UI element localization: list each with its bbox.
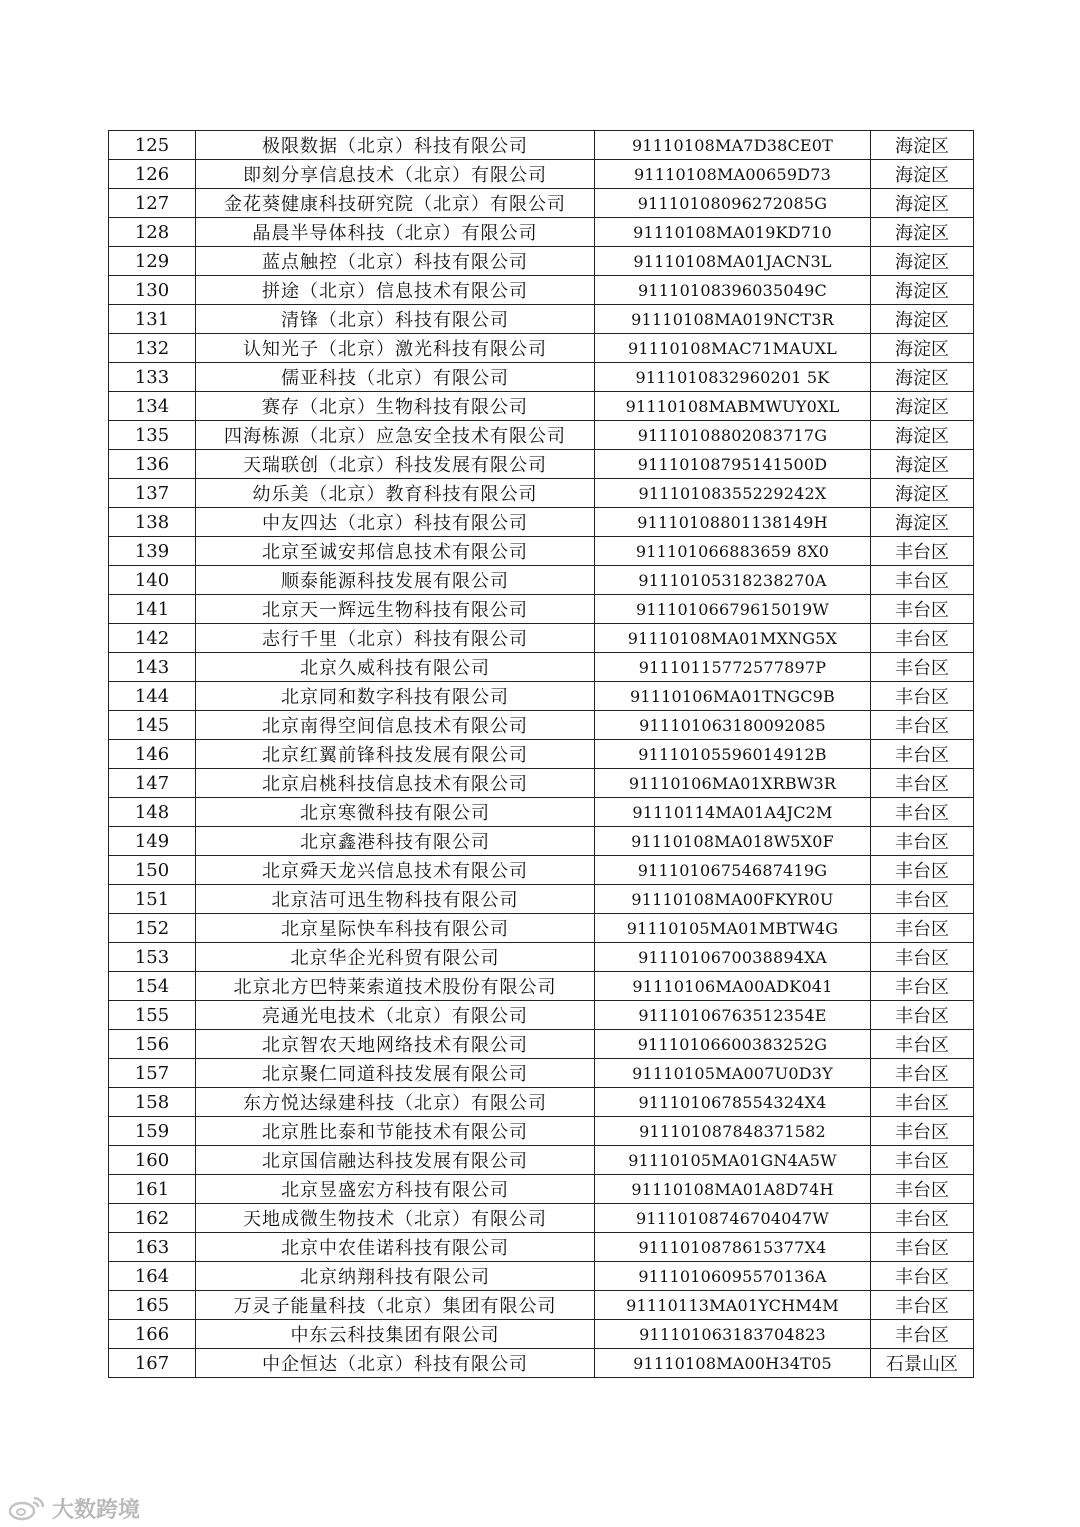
- district-cell: 丰台区: [871, 1146, 974, 1175]
- credit-code-cell: 91110108MA018W5X0F: [595, 827, 871, 856]
- district-cell: 海淀区: [871, 160, 974, 189]
- company-name-cell: 北京天一辉远生物科技有限公司: [196, 595, 595, 624]
- credit-code-cell: 91110108096272085G: [595, 189, 871, 218]
- row-number-cell: 153: [109, 943, 196, 972]
- credit-code-cell: 91110108MA00H34T05: [595, 1349, 871, 1378]
- credit-code-cell: 91110105MA007U0D3Y: [595, 1059, 871, 1088]
- table-row: [109, 305, 974, 334]
- company-name-cell: 北京鑫港科技有限公司: [196, 827, 595, 856]
- credit-code-cell: 91110114MA01A4JC2M: [595, 798, 871, 827]
- row-number-cell: 160: [109, 1146, 196, 1175]
- credit-code-cell: 911101063183704823: [595, 1320, 871, 1349]
- district-cell: 丰台区: [871, 1059, 974, 1088]
- table-row: [109, 1117, 974, 1146]
- district-cell: 丰台区: [871, 914, 974, 943]
- district-cell: 丰台区: [871, 537, 974, 566]
- credit-code-cell: 91110108801138149H: [595, 508, 871, 537]
- table-row: [109, 450, 974, 479]
- district-cell: 丰台区: [871, 798, 974, 827]
- table-row: [109, 363, 974, 392]
- row-number-cell: 146: [109, 740, 196, 769]
- company-name-cell: 北京至诚安邦信息技术有限公司: [196, 537, 595, 566]
- row-number-cell: 129: [109, 247, 196, 276]
- company-name-cell: 清锋（北京）科技有限公司: [196, 305, 595, 334]
- table-row: [109, 1030, 974, 1059]
- row-number-cell: 133: [109, 363, 196, 392]
- district-cell: 海淀区: [871, 276, 974, 305]
- table-row: [109, 798, 974, 827]
- company-name-cell: 亮通光电技术（北京）有限公司: [196, 1001, 595, 1030]
- credit-code-cell: 9111010878615377X4: [595, 1233, 871, 1262]
- watermark: [8, 1490, 140, 1526]
- credit-code-cell: 91110108795141500D: [595, 450, 871, 479]
- district-cell: 丰台区: [871, 1001, 974, 1030]
- table-row: [109, 1233, 974, 1262]
- credit-code-cell: 91110105MA01GN4A5W: [595, 1146, 871, 1175]
- credit-code-cell: 91110115772577897P: [595, 653, 871, 682]
- credit-code-cell: 91110105318238270A: [595, 566, 871, 595]
- table-row: [109, 595, 974, 624]
- credit-code-cell: 91110106095570136A: [595, 1262, 871, 1291]
- credit-code-cell: 91110106600383252G: [595, 1030, 871, 1059]
- credit-code-cell: 91110106679615019W: [595, 595, 871, 624]
- row-number-cell: 156: [109, 1030, 196, 1059]
- company-name-cell: 万灵子能量科技（北京）集团有限公司: [196, 1291, 595, 1320]
- row-number-cell: 125: [109, 131, 196, 160]
- company-name-cell: 天瑞联创（北京）科技发展有限公司: [196, 450, 595, 479]
- district-cell: 丰台区: [871, 1030, 974, 1059]
- table-body: [109, 131, 974, 1378]
- table-row: [109, 131, 974, 160]
- district-cell: 海淀区: [871, 450, 974, 479]
- table-row: [109, 189, 974, 218]
- credit-code-cell: 91110108MABMWUY0XL: [595, 392, 871, 421]
- table-row: [109, 711, 974, 740]
- company-name-cell: 中东云科技集团有限公司: [196, 1320, 595, 1349]
- credit-code-cell: 91110108MA01JACN3L: [595, 247, 871, 276]
- company-name-cell: 天地成微生物技术（北京）有限公司: [196, 1204, 595, 1233]
- company-name-cell: 北京纳翔科技有限公司: [196, 1262, 595, 1291]
- district-cell: 丰台区: [871, 943, 974, 972]
- table-row: [109, 856, 974, 885]
- credit-code-cell: 91110106MA00ADK041: [595, 972, 871, 1001]
- table-row: [109, 1262, 974, 1291]
- row-number-cell: 130: [109, 276, 196, 305]
- district-cell: 丰台区: [871, 1320, 974, 1349]
- table-row: [109, 508, 974, 537]
- credit-code-cell: 911101087848371582: [595, 1117, 871, 1146]
- district-cell: 丰台区: [871, 682, 974, 711]
- credit-code-cell: 91110108MA019NCT3R: [595, 305, 871, 334]
- credit-code-cell: 91110105MA01MBTW4G: [595, 914, 871, 943]
- table-row: [109, 1320, 974, 1349]
- credit-code-cell: 91110108MAC71MAUXL: [595, 334, 871, 363]
- company-name-cell: 金花葵健康科技研究院（北京）有限公司: [196, 189, 595, 218]
- company-name-cell: 北京洁可迅生物科技有限公司: [196, 885, 595, 914]
- table-row: [109, 740, 974, 769]
- credit-code-cell: 91110108MA019KD710: [595, 218, 871, 247]
- table-row: [109, 421, 974, 450]
- district-cell: 丰台区: [871, 1262, 974, 1291]
- company-name-cell: 北京南得空间信息技术有限公司: [196, 711, 595, 740]
- district-cell: 海淀区: [871, 218, 974, 247]
- table-row: [109, 1059, 974, 1088]
- district-cell: 丰台区: [871, 885, 974, 914]
- credit-code-cell: 91110106754687419G: [595, 856, 871, 885]
- row-number-cell: 126: [109, 160, 196, 189]
- district-cell: 丰台区: [871, 827, 974, 856]
- credit-code-cell: 91110108MA00FKYR0U: [595, 885, 871, 914]
- row-number-cell: 167: [109, 1349, 196, 1378]
- district-cell: 海淀区: [871, 363, 974, 392]
- row-number-cell: 143: [109, 653, 196, 682]
- district-cell: 丰台区: [871, 1088, 974, 1117]
- table-row: [109, 972, 974, 1001]
- company-name-cell: 极限数据（北京）科技有限公司: [196, 131, 595, 160]
- credit-code-cell: 91110108MA01A8D74H: [595, 1175, 871, 1204]
- company-name-cell: 北京启桃科技信息技术有限公司: [196, 769, 595, 798]
- district-cell: 海淀区: [871, 334, 974, 363]
- watermark-text: 大数跨境: [52, 1497, 141, 1523]
- row-number-cell: 141: [109, 595, 196, 624]
- company-name-cell: 顺泰能源科技发展有限公司: [196, 566, 595, 595]
- district-cell: 丰台区: [871, 972, 974, 1001]
- company-name-cell: 北京同和数字科技有限公司: [196, 682, 595, 711]
- row-number-cell: 149: [109, 827, 196, 856]
- company-name-cell: 即刻分享信息技术（北京）有限公司: [196, 160, 595, 189]
- table-row: [109, 392, 974, 421]
- company-name-cell: 北京华企光科贸有限公司: [196, 943, 595, 972]
- credit-code-cell: 911101063180092085: [595, 711, 871, 740]
- row-number-cell: 144: [109, 682, 196, 711]
- district-cell: 丰台区: [871, 595, 974, 624]
- row-number-cell: 161: [109, 1175, 196, 1204]
- table-row: [109, 653, 974, 682]
- credit-code-cell: 91110105596014912B: [595, 740, 871, 769]
- district-cell: 丰台区: [871, 1233, 974, 1262]
- row-number-cell: 164: [109, 1262, 196, 1291]
- company-name-cell: 幼乐美（北京）教育科技有限公司: [196, 479, 595, 508]
- table-row: [109, 885, 974, 914]
- table-row: [109, 218, 974, 247]
- table-row: [109, 247, 974, 276]
- district-cell: 丰台区: [871, 1204, 974, 1233]
- row-number-cell: 162: [109, 1204, 196, 1233]
- table-row: [109, 1291, 974, 1320]
- company-name-cell: 北京星际快车科技有限公司: [196, 914, 595, 943]
- row-number-cell: 139: [109, 537, 196, 566]
- table-row: [109, 160, 974, 189]
- credit-code-cell: 9111010832960201 5K: [595, 363, 871, 392]
- district-cell: 海淀区: [871, 392, 974, 421]
- district-cell: 丰台区: [871, 566, 974, 595]
- table-row: [109, 1204, 974, 1233]
- row-number-cell: 136: [109, 450, 196, 479]
- district-cell: 丰台区: [871, 711, 974, 740]
- district-cell: 海淀区: [871, 421, 974, 450]
- district-cell: 海淀区: [871, 131, 974, 160]
- row-number-cell: 135: [109, 421, 196, 450]
- table-row: [109, 943, 974, 972]
- credit-code-cell: 91110106763512354E: [595, 1001, 871, 1030]
- table-row: [109, 624, 974, 653]
- table-row: [109, 1001, 974, 1030]
- company-name-cell: 北京国信融达科技发展有限公司: [196, 1146, 595, 1175]
- table-row: [109, 1175, 974, 1204]
- row-number-cell: 165: [109, 1291, 196, 1320]
- row-number-cell: 150: [109, 856, 196, 885]
- credit-code-cell: 9111010678554324X4: [595, 1088, 871, 1117]
- credit-code-cell: 91110108396035049C: [595, 276, 871, 305]
- credit-code-cell: 91110108746704047W: [595, 1204, 871, 1233]
- company-name-cell: 晶晨半导体科技（北京）有限公司: [196, 218, 595, 247]
- table-row: [109, 276, 974, 305]
- district-cell: 丰台区: [871, 624, 974, 653]
- company-name-cell: 北京红翼前锋科技发展有限公司: [196, 740, 595, 769]
- district-cell: 海淀区: [871, 247, 974, 276]
- credit-code-cell: 91110106MA01XRBW3R: [595, 769, 871, 798]
- row-number-cell: 145: [109, 711, 196, 740]
- district-cell: 海淀区: [871, 305, 974, 334]
- credit-code-cell: 91110113MA01YCHM4M: [595, 1291, 871, 1320]
- table-row: [109, 769, 974, 798]
- credit-code-cell: 91110108355229242X: [595, 479, 871, 508]
- company-name-cell: 四海栋源（北京）应急安全技术有限公司: [196, 421, 595, 450]
- row-number-cell: 128: [109, 218, 196, 247]
- row-number-cell: 138: [109, 508, 196, 537]
- weibo-icon: [8, 1494, 48, 1522]
- district-cell: 石景山区: [871, 1349, 974, 1378]
- row-number-cell: 157: [109, 1059, 196, 1088]
- row-number-cell: 147: [109, 769, 196, 798]
- credit-code-cell: 91110108MA7D38CE0T: [595, 131, 871, 160]
- credit-code-cell: 91110108802083717G: [595, 421, 871, 450]
- district-cell: 丰台区: [871, 653, 974, 682]
- row-number-cell: 142: [109, 624, 196, 653]
- credit-code-cell: 91110106MA01TNGC9B: [595, 682, 871, 711]
- row-number-cell: 131: [109, 305, 196, 334]
- table-row: [109, 1088, 974, 1117]
- company-name-cell: 北京中农佳诺科技有限公司: [196, 1233, 595, 1262]
- row-number-cell: 127: [109, 189, 196, 218]
- table-row: [109, 479, 974, 508]
- company-name-cell: 中企恒达（北京）科技有限公司: [196, 1349, 595, 1378]
- district-cell: 海淀区: [871, 189, 974, 218]
- row-number-cell: 137: [109, 479, 196, 508]
- company-name-cell: 中友四达（北京）科技有限公司: [196, 508, 595, 537]
- district-cell: 丰台区: [871, 1117, 974, 1146]
- district-cell: 丰台区: [871, 1175, 974, 1204]
- credit-code-cell: 911101066883659 8X0: [595, 537, 871, 566]
- table-row: [109, 334, 974, 363]
- table-row: [109, 914, 974, 943]
- company-name-cell: 北京昱盛宏方科技有限公司: [196, 1175, 595, 1204]
- row-number-cell: 152: [109, 914, 196, 943]
- row-number-cell: 151: [109, 885, 196, 914]
- row-number-cell: 148: [109, 798, 196, 827]
- row-number-cell: 132: [109, 334, 196, 363]
- row-number-cell: 166: [109, 1320, 196, 1349]
- row-number-cell: 134: [109, 392, 196, 421]
- table-row: [109, 537, 974, 566]
- company-name-cell: 东方悦达绿建科技（北京）有限公司: [196, 1088, 595, 1117]
- company-name-cell: 儒亚科技（北京）有限公司: [196, 363, 595, 392]
- table-row: [109, 682, 974, 711]
- company-name-cell: 北京北方巴特莱索道技术股份有限公司: [196, 972, 595, 1001]
- district-cell: 丰台区: [871, 740, 974, 769]
- row-number-cell: 154: [109, 972, 196, 1001]
- credit-code-cell: 91110108MA00659D73: [595, 160, 871, 189]
- company-name-cell: 北京胜比泰和节能技术有限公司: [196, 1117, 595, 1146]
- company-name-cell: 志行千里（北京）科技有限公司: [196, 624, 595, 653]
- company-name-cell: 认知光子（北京）激光科技有限公司: [196, 334, 595, 363]
- district-cell: 海淀区: [871, 479, 974, 508]
- table-row: [109, 827, 974, 856]
- company-name-cell: 蓝点触控（北京）科技有限公司: [196, 247, 595, 276]
- table-row: [109, 566, 974, 595]
- row-number-cell: 159: [109, 1117, 196, 1146]
- company-name-cell: 北京智农天地网络技术有限公司: [196, 1030, 595, 1059]
- credit-code-cell: 91110108MA01MXNG5X: [595, 624, 871, 653]
- district-cell: 海淀区: [871, 508, 974, 537]
- company-name-cell: 赛存（北京）生物科技有限公司: [196, 392, 595, 421]
- district-cell: 丰台区: [871, 856, 974, 885]
- company-name-cell: 北京寒微科技有限公司: [196, 798, 595, 827]
- company-name-cell: 北京久威科技有限公司: [196, 653, 595, 682]
- credit-code-cell: 9111010670038894XA: [595, 943, 871, 972]
- row-number-cell: 155: [109, 1001, 196, 1030]
- table-row: [109, 1349, 974, 1378]
- company-name-cell: 拼途（北京）信息技术有限公司: [196, 276, 595, 305]
- row-number-cell: 158: [109, 1088, 196, 1117]
- company-name-cell: 北京舜天龙兴信息技术有限公司: [196, 856, 595, 885]
- row-number-cell: 163: [109, 1233, 196, 1262]
- company-list-table: [108, 130, 974, 1378]
- district-cell: 丰台区: [871, 769, 974, 798]
- table-row: [109, 1146, 974, 1175]
- row-number-cell: 140: [109, 566, 196, 595]
- company-name-cell: 北京聚仁同道科技发展有限公司: [196, 1059, 595, 1088]
- district-cell: 丰台区: [871, 1291, 974, 1320]
